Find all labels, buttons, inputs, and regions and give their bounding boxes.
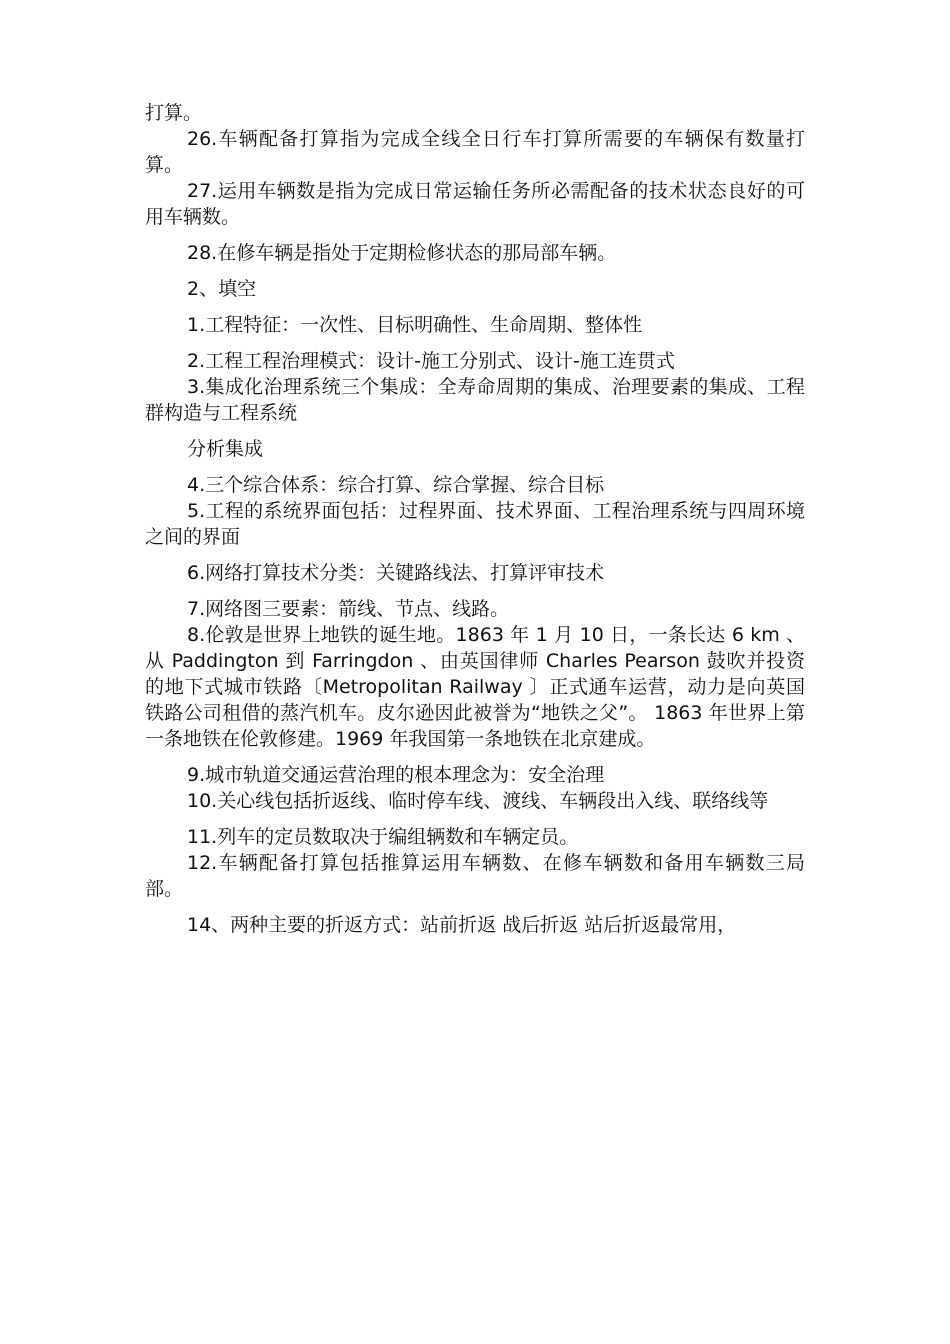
paragraph-item-4: 4.三个综合体系：综合打算、综合掌握、综合目标	[187, 474, 605, 496]
paragraph-item-3-continued: 分析集成	[187, 438, 264, 460]
document-body	[145, 100, 805, 938]
paragraph-item-2: 2.工程工程治理模式：设计-施工分别式、设计-施工连贯式	[187, 350, 675, 372]
paragraph-item-3: 3.集成化治理系统三个集成：全寿命周期的集成、治理要素的集成、工程群构造与工程系统	[145, 376, 805, 424]
paragraph-item-14: 14、两种主要的折返方式：站前折返 战后折返 站后折返最常用，	[187, 914, 737, 936]
paragraph-item-27: 27.运用车辆数是指为完成日常运输任务所必需配备的技术状态良好的可用车辆数。	[145, 180, 805, 228]
section-heading-fill-in: 2、填空	[187, 278, 257, 300]
paragraph-item-7: 7.网络图三要素：箭线、节点、线路。	[187, 598, 510, 620]
paragraph-item-6: 6.网络打算技术分类：关键路线法、打算评审技术	[187, 562, 605, 584]
paragraph-item-11: 11.列车的定员数取决于编组辆数和车辆定员。	[187, 826, 579, 848]
paragraph-item-28: 28.在修车辆是指处于定期检修状态的那局部车辆。	[187, 242, 617, 264]
paragraph-item-8: 8.伦敦是世界上地铁的诞生地。1863 年 1 月 10 日，一条长达 6 km 、从 Paddington 到 Farringdon 、由英国律师 Charles Pearson 鼓吹并投资的地下式城市铁路〔Metropolitan Railway 〕正式通车运营，动力是向英国铁路公司租借的蒸汽机车。皮尔逊因此被誉为“地铁之父”。 1863 年世界上第一条地铁在伦敦修建。1969 年我国第一条地铁在北京建成。	[145, 624, 805, 750]
paragraph-item-1: 1.工程特征：一次性、目标明确性、生命周期、整体性	[187, 314, 643, 336]
paragraph-item-12: 12.车辆配备打算包括推算运用车辆数、在修车辆数和备用车辆数三局部。	[145, 852, 805, 900]
paragraph-item-10: 10.关心线包括折返线、临时停车线、渡线、车辆段出入线、联络线等	[187, 790, 769, 812]
paragraph-item-26: 26.车辆配备打算指为完成全线全日行车打算所需要的车辆保有数量打算。	[145, 128, 805, 176]
paragraph-item-9: 9.城市轨道交通运营治理的根本理念为：安全治理	[187, 764, 605, 786]
paragraph-continuation: 打算。	[145, 102, 203, 124]
paragraph-item-5: 5.工程的系统界面包括：过程界面、技术界面、工程治理系统与四周环境之间的界面	[145, 500, 805, 548]
